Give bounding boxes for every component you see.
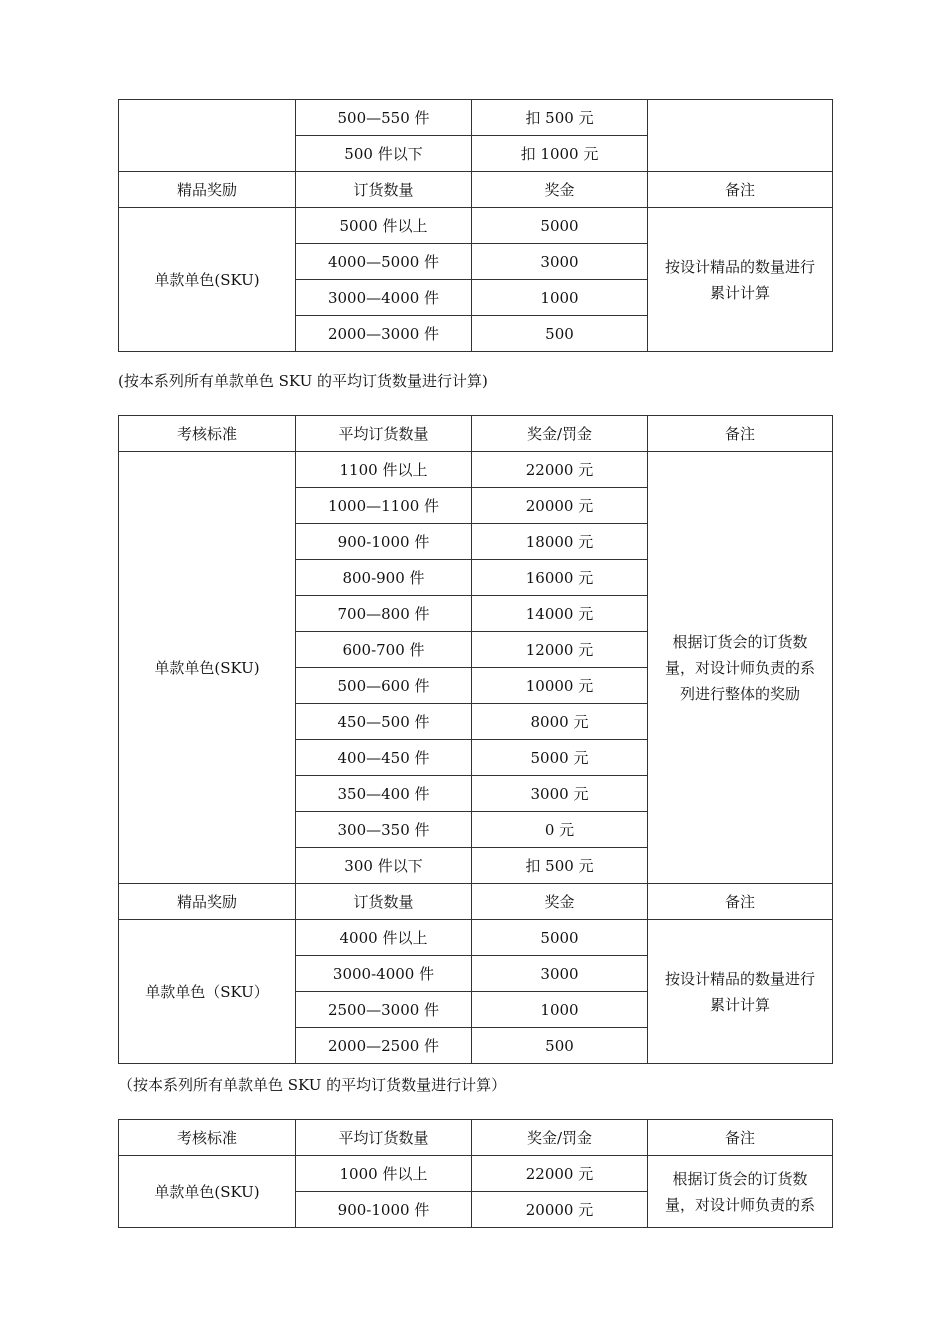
qty-cell: 500—550 件 bbox=[296, 100, 472, 136]
note-line: 量，对设计师负责的系 bbox=[664, 658, 815, 677]
qty-cell: 4000—5000 件 bbox=[296, 244, 472, 280]
bonus-table-2 bbox=[118, 415, 833, 1064]
qty-cell: 2000—3000 件 bbox=[296, 316, 472, 352]
header-cell: 平均订货数量 bbox=[296, 416, 472, 452]
note-line: 按设计精品的数量进行 bbox=[664, 257, 815, 276]
amount-cell: 22000 元 bbox=[472, 452, 648, 488]
qty-cell: 2000—2500 件 bbox=[296, 1028, 472, 1064]
amount-cell: 12000 元 bbox=[472, 632, 648, 668]
qty-cell: 800-900 件 bbox=[296, 560, 472, 596]
header-cell: 订货数量 bbox=[296, 172, 472, 208]
qty-cell: 3000—4000 件 bbox=[296, 280, 472, 316]
bonus-table-1 bbox=[118, 99, 833, 352]
header-cell: 备注 bbox=[648, 1120, 833, 1156]
qty-cell: 500 件以下 bbox=[296, 136, 472, 172]
qty-cell: 400—450 件 bbox=[296, 740, 472, 776]
qty-cell: 350—400 件 bbox=[296, 776, 472, 812]
amount-cell: 3000 bbox=[472, 244, 648, 280]
qty-cell: 600-700 件 bbox=[296, 632, 472, 668]
note-cell bbox=[648, 920, 833, 1064]
note-line: 根据订货会的订货数 bbox=[672, 632, 808, 651]
amount-cell: 0 元 bbox=[472, 812, 648, 848]
header-cell: 订货数量 bbox=[296, 884, 472, 920]
header-cell: 备注 bbox=[648, 172, 833, 208]
header-cell: 精品奖励 bbox=[119, 172, 296, 208]
table-row bbox=[119, 100, 833, 136]
qty-cell: 5000 件以上 bbox=[296, 208, 472, 244]
qty-cell: 700—800 件 bbox=[296, 596, 472, 632]
amount-cell: 5000 bbox=[472, 208, 648, 244]
group-cell: 单款单色(SKU) bbox=[119, 1156, 296, 1228]
header-cell: 奖金/罚金 bbox=[472, 416, 648, 452]
qty-cell: 3000-4000 件 bbox=[296, 956, 472, 992]
header-cell: 备注 bbox=[648, 884, 833, 920]
qty-cell: 300 件以下 bbox=[296, 848, 472, 884]
amount-cell: 18000 元 bbox=[472, 524, 648, 560]
qty-cell: 300—350 件 bbox=[296, 812, 472, 848]
amount-cell: 5000 元 bbox=[472, 740, 648, 776]
group-cell: 单款单色（SKU） bbox=[119, 920, 296, 1064]
amount-cell: 16000 元 bbox=[472, 560, 648, 596]
note-line: 列进行整体的奖励 bbox=[679, 684, 800, 703]
group-cell: 单款单色(SKU) bbox=[119, 452, 296, 884]
qty-cell: 1000 件以上 bbox=[296, 1156, 472, 1192]
amount-cell: 3000 bbox=[472, 956, 648, 992]
header-cell: 奖金 bbox=[472, 172, 648, 208]
qty-cell: 1100 件以上 bbox=[296, 452, 472, 488]
amount-cell: 1000 bbox=[472, 992, 648, 1028]
table-row bbox=[119, 1156, 833, 1192]
table-caption: （按本系列所有单款单色 SKU 的平均订货数量进行计算） bbox=[118, 1076, 507, 1094]
qty-cell: 900-1000 件 bbox=[296, 524, 472, 560]
qty-cell: 500—600 件 bbox=[296, 668, 472, 704]
qty-cell: 1000—1100 件 bbox=[296, 488, 472, 524]
note-cell bbox=[648, 452, 833, 884]
amount-cell: 扣 1000 元 bbox=[472, 136, 648, 172]
table-header-row bbox=[119, 416, 833, 452]
note-cell bbox=[648, 208, 833, 352]
amount-cell: 500 bbox=[472, 316, 648, 352]
amount-cell: 3000 元 bbox=[472, 776, 648, 812]
header-cell: 精品奖励 bbox=[119, 884, 296, 920]
bonus-table-3 bbox=[118, 1119, 833, 1228]
header-cell: 奖金 bbox=[472, 884, 648, 920]
qty-cell: 2500—3000 件 bbox=[296, 992, 472, 1028]
table-row bbox=[119, 920, 833, 956]
qty-cell: 900-1000 件 bbox=[296, 1192, 472, 1228]
amount-cell: 扣 500 元 bbox=[472, 848, 648, 884]
amount-cell: 20000 元 bbox=[472, 488, 648, 524]
note-line: 累计计算 bbox=[709, 283, 770, 302]
group-cell: 单款单色(SKU) bbox=[119, 208, 296, 352]
header-cell: 备注 bbox=[648, 416, 833, 452]
amount-cell: 扣 500 元 bbox=[472, 100, 648, 136]
header-cell: 考核标准 bbox=[119, 416, 296, 452]
amount-cell: 500 bbox=[472, 1028, 648, 1064]
table-header-row bbox=[119, 172, 833, 208]
note-line: 根据订货会的订货数 bbox=[672, 1169, 808, 1188]
header-cell: 奖金/罚金 bbox=[472, 1120, 648, 1156]
table-header-row bbox=[119, 1120, 833, 1156]
note-cell bbox=[648, 1156, 833, 1228]
amount-cell: 1000 bbox=[472, 280, 648, 316]
note-cell bbox=[648, 100, 833, 172]
amount-cell: 14000 元 bbox=[472, 596, 648, 632]
amount-cell: 22000 元 bbox=[472, 1156, 648, 1192]
qty-cell: 4000 件以上 bbox=[296, 920, 472, 956]
table-cell bbox=[119, 100, 296, 172]
table-header-row bbox=[119, 884, 833, 920]
amount-cell: 20000 元 bbox=[472, 1192, 648, 1228]
amount-cell: 8000 元 bbox=[472, 704, 648, 740]
amount-cell: 5000 bbox=[472, 920, 648, 956]
note-line: 按设计精品的数量进行 bbox=[664, 969, 815, 988]
header-cell: 平均订货数量 bbox=[296, 1120, 472, 1156]
header-cell: 考核标准 bbox=[119, 1120, 296, 1156]
note-line: 量，对设计师负责的系 bbox=[664, 1195, 815, 1214]
table-caption: (按本系列所有单款单色 SKU 的平均订货数量进行计算) bbox=[118, 372, 488, 390]
table-row bbox=[119, 208, 833, 244]
qty-cell: 450—500 件 bbox=[296, 704, 472, 740]
table-row bbox=[119, 452, 833, 488]
note-line: 累计计算 bbox=[709, 995, 770, 1014]
amount-cell: 10000 元 bbox=[472, 668, 648, 704]
